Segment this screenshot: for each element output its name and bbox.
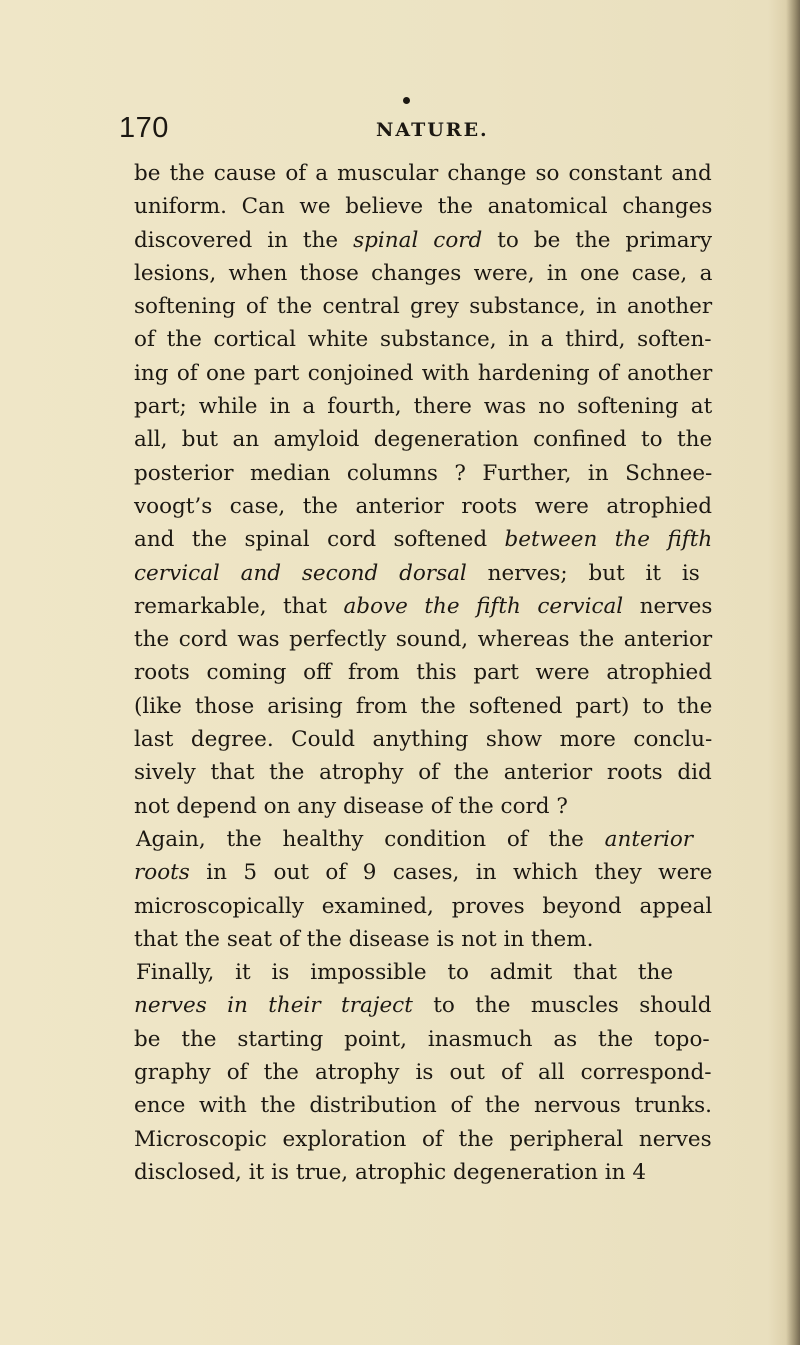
text-run: all, but an amyloid degeneration confined to the [134,427,713,453]
text-line [134,523,712,556]
text-run: part; while in a fourth, there was no softening at [134,394,713,420]
text-run: sively that the atrophy of the anterior roots did [134,760,712,786]
text-line [134,224,712,257]
text-run: in 5 out of 9 cases, in which they were [189,860,713,886]
text-run: and the spinal cord softened [134,527,505,553]
text-line [134,989,712,1022]
italic-text-run: cervical and second dorsal [134,560,467,586]
text-line [134,1123,712,1156]
page-number: 170 [119,112,169,144]
italic-text-run: above the fifth cervical [343,593,624,619]
text-run: discovered in the [134,227,354,253]
text-run: the cord was perfectly sound, whereas the anterior [134,627,713,653]
text-run: posterior median columns ? Further, in Schnee- [134,460,713,486]
text-line [134,357,712,390]
text-run: ing of one part conjoined with hardening of another [134,360,713,386]
text-line [134,1056,712,1089]
text-run: to the muscles should [412,993,712,1019]
text-line [134,756,712,789]
text-line [134,157,712,190]
text-line [134,923,712,956]
text-run: of the cortical white substance, in a third, soften- [134,327,712,353]
text-run: to be the primary [482,227,712,253]
text-line [134,1089,712,1122]
text-run: uniform. Can we believe the anatomical changes [134,194,713,220]
text-run: be the starting point, inasmuch as the topo- [134,1026,710,1052]
text-line [134,490,712,523]
text-line [134,390,712,423]
text-line [134,423,712,456]
text-line [134,457,712,490]
text-run: remarkable, that [134,593,344,619]
text-run: roots coming off from this part were atrophied [134,660,712,686]
text-line [134,956,712,989]
text-line [134,257,712,290]
text-run: last degree. Could anything show more conclu- [134,727,713,753]
text-line [134,690,712,723]
page-header [119,108,739,148]
text-line [134,890,712,923]
text-line [134,623,712,656]
text-run: not depend on any disease of the cord ? [134,793,568,819]
italic-text-run: spinal cord [353,227,483,253]
text-run: nerves [623,593,713,619]
text-run: Finally, it is impossible to admit that the [136,960,674,986]
text-line [134,190,712,223]
text-line [134,557,712,590]
text-line [134,1156,712,1189]
text-run: graphy of the atrophy is out of all correspond- [134,1060,712,1086]
italic-text-run: anterior [604,826,694,852]
italic-text-run: roots [134,860,190,886]
text-line [134,1023,712,1056]
text-line [134,723,712,756]
text-run: disclosed, it is true, atrophic degeneration in 4 [134,1159,647,1185]
running-head: NATURE. [376,119,489,141]
text-line [134,290,712,323]
text-run: softening of the central grey substance, in another [134,294,713,320]
text-run: lesions, when those changes were, in one case, a [134,260,713,286]
text-run: Again, the healthy condition of the [136,826,605,852]
page-edge-shadow [786,0,800,1345]
text-run: nerves; but it is [466,560,700,586]
text-run: microscopically examined, proves beyond appeal [134,893,713,919]
body-text [134,157,712,1189]
text-run: Microscopic exploration of the peripheral nerves [134,1126,712,1152]
text-run: that the seat of the disease is not in them. [134,926,594,952]
text-run: (like those arising from the softened part) to the [134,693,713,719]
text-line [134,323,712,356]
text-line [134,790,712,823]
text-run: ence with the distribution of the nervous trunks. [134,1093,712,1119]
printer-mark-dot [403,97,410,104]
text-run: be the cause of a muscular change so constant and [134,161,712,186]
italic-text-run: nerves in their traject [134,993,413,1019]
text-line [134,823,712,856]
italic-text-run: between the fifth [504,527,713,553]
text-line [134,856,712,889]
text-line [134,656,712,689]
text-run: voogt’s case, the anterior roots were atrophied [134,493,712,519]
text-line [134,590,712,623]
